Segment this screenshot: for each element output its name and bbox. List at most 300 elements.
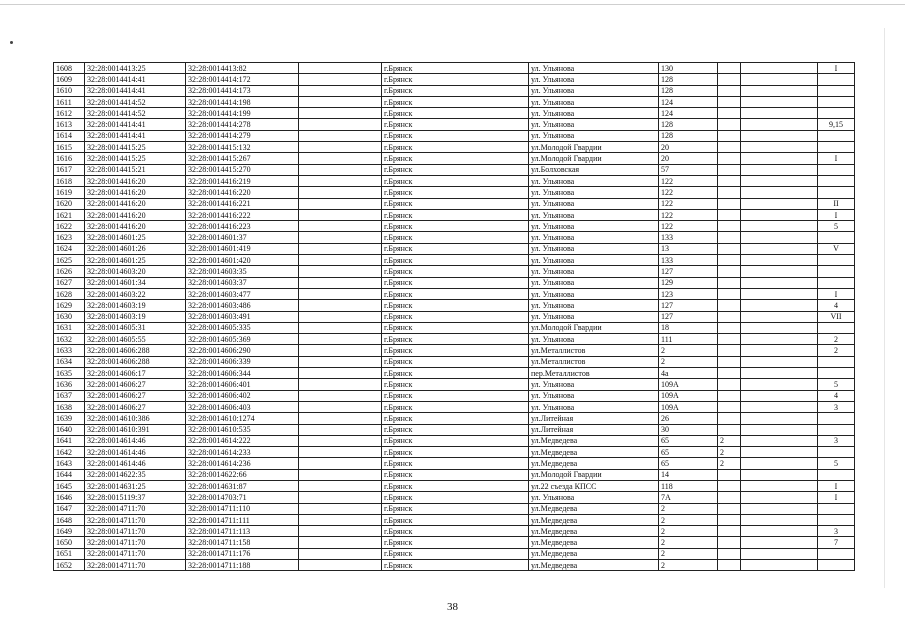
house-cell: 26	[659, 413, 718, 424]
table-row	[54, 74, 855, 85]
premises-cell: II	[818, 198, 855, 209]
empty-cell	[741, 221, 818, 232]
city-cell: г.Брянск	[382, 560, 529, 571]
street-cell: ул.22 съезда КПСС	[529, 480, 659, 491]
empty-cell	[299, 175, 382, 186]
building-cell	[718, 311, 741, 322]
building-cell	[718, 503, 741, 514]
empty-cell	[299, 198, 382, 209]
building-cell	[718, 288, 741, 299]
table-row	[54, 63, 855, 74]
city-cell: г.Брянск	[382, 85, 529, 96]
house-cell: 118	[659, 480, 718, 491]
building-cell	[718, 560, 741, 571]
empty-cell	[741, 514, 818, 525]
object-cadastral-cell: 32:28:0014606:403	[186, 401, 299, 412]
empty-cell	[741, 243, 818, 254]
table-row	[54, 322, 855, 333]
premises-cell: 9,15	[818, 119, 855, 130]
house-cell: 7А	[659, 492, 718, 503]
street-cell: ул. Ульянова	[529, 243, 659, 254]
house-cell: 2	[659, 548, 718, 559]
empty-cell	[741, 164, 818, 175]
street-cell: ул. Ульянова	[529, 390, 659, 401]
building-cell	[718, 548, 741, 559]
street-cell: ул. Ульянова	[529, 311, 659, 322]
parcel-cadastral-cell: 32:28:0014416:20	[85, 221, 186, 232]
row-number-cell: 1617	[54, 164, 85, 175]
empty-cell	[741, 63, 818, 74]
parcel-cadastral-cell: 32:28:0014415:25	[85, 153, 186, 164]
street-cell: ул.Медведева	[529, 435, 659, 446]
empty-cell	[741, 74, 818, 85]
table-row	[54, 164, 855, 175]
house-cell: 2	[659, 503, 718, 514]
object-cadastral-cell: 32:28:0014414:199	[186, 108, 299, 119]
premises-cell	[818, 368, 855, 379]
table-row	[54, 198, 855, 209]
row-number-cell: 1641	[54, 435, 85, 446]
house-cell: 133	[659, 255, 718, 266]
city-cell: г.Брянск	[382, 379, 529, 390]
row-number-cell: 1621	[54, 209, 85, 220]
parcel-cadastral-cell: 32:28:0014711:70	[85, 537, 186, 548]
city-cell: г.Брянск	[382, 469, 529, 480]
row-number-cell: 1619	[54, 187, 85, 198]
row-number-cell: 1644	[54, 469, 85, 480]
empty-cell	[741, 503, 818, 514]
building-cell	[718, 492, 741, 503]
street-cell: ул.Молодой Гвардии	[529, 142, 659, 153]
street-cell: ул. Ульянова	[529, 96, 659, 107]
house-cell: 2	[659, 560, 718, 571]
street-cell: ул.Медведева	[529, 503, 659, 514]
city-cell: г.Брянск	[382, 503, 529, 514]
parcel-cadastral-cell: 32:28:0014414:52	[85, 96, 186, 107]
empty-cell	[299, 187, 382, 198]
parcel-cadastral-cell: 32:28:0014614:46	[85, 447, 186, 458]
row-number-cell: 1636	[54, 379, 85, 390]
street-cell: ул. Ульянова	[529, 379, 659, 390]
premises-cell: 2	[818, 345, 855, 356]
row-number-cell: 1610	[54, 85, 85, 96]
empty-cell	[299, 255, 382, 266]
premises-cell	[818, 175, 855, 186]
page-top-border	[0, 4, 905, 5]
building-cell	[718, 537, 741, 548]
empty-cell	[741, 560, 818, 571]
parcel-cadastral-cell: 32:28:0014606:17	[85, 368, 186, 379]
table-row	[54, 96, 855, 107]
empty-cell	[741, 311, 818, 322]
city-cell: г.Брянск	[382, 164, 529, 175]
object-cadastral-cell: 32:28:0014703:71	[186, 492, 299, 503]
object-cadastral-cell: 32:28:0014605:335	[186, 322, 299, 333]
row-number-cell: 1625	[54, 255, 85, 266]
empty-cell	[299, 277, 382, 288]
row-number-cell: 1647	[54, 503, 85, 514]
house-cell: 128	[659, 130, 718, 141]
row-number-cell: 1626	[54, 266, 85, 277]
object-cadastral-cell: 32:28:0014606:344	[186, 368, 299, 379]
table-row	[54, 379, 855, 390]
house-cell: 20	[659, 142, 718, 153]
premises-cell	[818, 548, 855, 559]
table-row	[54, 503, 855, 514]
house-cell: 124	[659, 96, 718, 107]
street-cell: пер.Металлистов	[529, 368, 659, 379]
row-number-cell: 1608	[54, 63, 85, 74]
parcel-cadastral-cell: 32:28:0014414:52	[85, 108, 186, 119]
premises-cell	[818, 277, 855, 288]
table-row	[54, 368, 855, 379]
house-cell: 13	[659, 243, 718, 254]
city-cell: г.Брянск	[382, 300, 529, 311]
row-number-cell: 1630	[54, 311, 85, 322]
house-cell: 14	[659, 469, 718, 480]
building-cell	[718, 153, 741, 164]
city-cell: г.Брянск	[382, 458, 529, 469]
building-cell	[718, 480, 741, 491]
row-number-cell: 1648	[54, 514, 85, 525]
empty-cell	[299, 560, 382, 571]
city-cell: г.Брянск	[382, 96, 529, 107]
table-row	[54, 401, 855, 412]
empty-cell	[299, 209, 382, 220]
building-cell	[718, 221, 741, 232]
empty-cell	[741, 119, 818, 130]
object-cadastral-cell: 32:28:0014631:87	[186, 480, 299, 491]
row-number-cell: 1615	[54, 142, 85, 153]
row-number-cell: 1639	[54, 413, 85, 424]
empty-cell	[299, 548, 382, 559]
table-row	[54, 130, 855, 141]
empty-cell	[741, 198, 818, 209]
table-row	[54, 266, 855, 277]
parcel-cadastral-cell: 32:28:0014606:288	[85, 356, 186, 367]
premises-cell: 4	[818, 390, 855, 401]
empty-cell	[299, 492, 382, 503]
object-cadastral-cell: 32:28:0014416:219	[186, 175, 299, 186]
premises-cell	[818, 560, 855, 571]
row-number-cell: 1618	[54, 175, 85, 186]
city-cell: г.Брянск	[382, 63, 529, 74]
parcel-cadastral-cell: 32:28:0014414:41	[85, 85, 186, 96]
parcel-cadastral-cell: 32:28:0014711:70	[85, 503, 186, 514]
empty-cell	[741, 142, 818, 153]
empty-cell	[299, 311, 382, 322]
city-cell: г.Брянск	[382, 435, 529, 446]
city-cell: г.Брянск	[382, 266, 529, 277]
row-number-cell: 1623	[54, 232, 85, 243]
building-cell	[718, 424, 741, 435]
table-row	[54, 447, 855, 458]
building-cell	[718, 142, 741, 153]
empty-cell	[741, 458, 818, 469]
row-number-cell: 1620	[54, 198, 85, 209]
empty-cell	[741, 266, 818, 277]
premises-cell	[818, 469, 855, 480]
parcel-cadastral-cell: 32:28:0014416:20	[85, 187, 186, 198]
empty-cell	[299, 153, 382, 164]
empty-cell	[299, 164, 382, 175]
empty-cell	[299, 368, 382, 379]
table-row	[54, 424, 855, 435]
row-number-cell: 1635	[54, 368, 85, 379]
building-cell	[718, 164, 741, 175]
parcel-cadastral-cell: 32:28:0014711:70	[85, 560, 186, 571]
parcel-cadastral-cell: 32:28:0014416:20	[85, 175, 186, 186]
object-cadastral-cell: 32:28:0014711:111	[186, 514, 299, 525]
street-cell: ул. Ульянова	[529, 221, 659, 232]
city-cell: г.Брянск	[382, 401, 529, 412]
object-cadastral-cell: 32:28:0014606:290	[186, 345, 299, 356]
empty-cell	[299, 334, 382, 345]
building-cell	[718, 198, 741, 209]
right-margin-shadow	[884, 28, 885, 588]
city-cell: г.Брянск	[382, 74, 529, 85]
premises-cell	[818, 130, 855, 141]
city-cell: г.Брянск	[382, 130, 529, 141]
empty-cell	[741, 300, 818, 311]
table-row	[54, 548, 855, 559]
object-cadastral-cell: 32:28:0014603:491	[186, 311, 299, 322]
object-cadastral-cell: 32:28:0014416:223	[186, 221, 299, 232]
empty-cell	[299, 401, 382, 412]
city-cell: г.Брянск	[382, 514, 529, 525]
object-cadastral-cell: 32:28:0014413:82	[186, 63, 299, 74]
city-cell: г.Брянск	[382, 175, 529, 186]
empty-cell	[299, 424, 382, 435]
parcel-cadastral-cell: 32:28:0014415:25	[85, 142, 186, 153]
street-cell: ул.Молодой Гвардии	[529, 322, 659, 333]
row-number-cell: 1609	[54, 74, 85, 85]
street-cell: ул. Ульянова	[529, 288, 659, 299]
city-cell: г.Брянск	[382, 424, 529, 435]
street-cell: ул. Ульянова	[529, 108, 659, 119]
table-row	[54, 458, 855, 469]
building-cell	[718, 255, 741, 266]
house-cell: 30	[659, 424, 718, 435]
street-cell: ул.Молодой Гвардии	[529, 153, 659, 164]
street-cell: ул. Ульянова	[529, 255, 659, 266]
table-row	[54, 85, 855, 96]
parcel-cadastral-cell: 32:28:0014601:26	[85, 243, 186, 254]
empty-cell	[741, 424, 818, 435]
street-cell: ул. Ульянова	[529, 119, 659, 130]
premises-cell	[818, 232, 855, 243]
street-cell: ул.Медведева	[529, 560, 659, 571]
table-row	[54, 345, 855, 356]
object-cadastral-cell: 32:28:0014711:158	[186, 537, 299, 548]
premises-cell	[818, 74, 855, 85]
premises-cell	[818, 503, 855, 514]
object-cadastral-cell: 32:28:0014414:279	[186, 130, 299, 141]
building-cell: 2	[718, 435, 741, 446]
house-cell: 2	[659, 345, 718, 356]
street-cell: ул.Медведева	[529, 514, 659, 525]
building-cell	[718, 74, 741, 85]
empty-cell	[741, 96, 818, 107]
row-number-cell: 1640	[54, 424, 85, 435]
building-cell: 2	[718, 447, 741, 458]
city-cell: г.Брянск	[382, 232, 529, 243]
street-cell: ул.Медведева	[529, 447, 659, 458]
parcel-cadastral-cell: 32:28:0014413:25	[85, 63, 186, 74]
premises-cell: I	[818, 288, 855, 299]
empty-cell	[741, 175, 818, 186]
empty-cell	[299, 232, 382, 243]
parcel-cadastral-cell: 32:28:0014606:27	[85, 379, 186, 390]
city-cell: г.Брянск	[382, 221, 529, 232]
house-cell: 122	[659, 198, 718, 209]
premises-cell	[818, 424, 855, 435]
empty-cell	[299, 413, 382, 424]
parcel-cadastral-cell: 32:28:0014605:55	[85, 334, 186, 345]
house-cell: 2	[659, 526, 718, 537]
page-number: 38	[447, 601, 458, 613]
premises-cell	[818, 187, 855, 198]
street-cell: ул. Ульянова	[529, 277, 659, 288]
row-number-cell: 1629	[54, 300, 85, 311]
parcel-cadastral-cell: 32:28:0014605:31	[85, 322, 186, 333]
premises-cell	[818, 322, 855, 333]
empty-cell	[299, 356, 382, 367]
object-cadastral-cell: 32:28:0014601:420	[186, 255, 299, 266]
empty-cell	[299, 85, 382, 96]
city-cell: г.Брянск	[382, 209, 529, 220]
empty-cell	[299, 221, 382, 232]
parcel-cadastral-cell: 32:28:0014606:27	[85, 401, 186, 412]
parcel-cadastral-cell: 32:28:0014416:20	[85, 209, 186, 220]
row-number-cell: 1611	[54, 96, 85, 107]
empty-cell	[299, 458, 382, 469]
house-cell: 124	[659, 108, 718, 119]
premises-cell	[818, 356, 855, 367]
parcel-cadastral-cell: 32:28:0014601:25	[85, 255, 186, 266]
empty-cell	[741, 153, 818, 164]
premises-cell: 5	[818, 379, 855, 390]
row-number-cell: 1616	[54, 153, 85, 164]
empty-cell	[741, 356, 818, 367]
building-cell	[718, 368, 741, 379]
empty-cell	[741, 447, 818, 458]
premises-cell: 3	[818, 401, 855, 412]
empty-cell	[741, 255, 818, 266]
premises-cell: I	[818, 209, 855, 220]
street-cell: ул.Медведева	[529, 548, 659, 559]
street-cell: ул.Молодой Гвардии	[529, 469, 659, 480]
street-cell: ул. Ульянова	[529, 232, 659, 243]
parcel-cadastral-cell: 32:28:0014711:70	[85, 526, 186, 537]
object-cadastral-cell: 32:28:0014711:113	[186, 526, 299, 537]
object-cadastral-cell: 32:28:0014416:221	[186, 198, 299, 209]
parcel-cadastral-cell: 32:28:0014601:34	[85, 277, 186, 288]
row-number-cell: 1631	[54, 322, 85, 333]
city-cell: г.Брянск	[382, 368, 529, 379]
row-number-cell: 1650	[54, 537, 85, 548]
building-cell	[718, 390, 741, 401]
row-number-cell: 1613	[54, 119, 85, 130]
city-cell: г.Брянск	[382, 334, 529, 345]
row-number-cell: 1651	[54, 548, 85, 559]
house-cell: 129	[659, 277, 718, 288]
street-cell: ул. Ульянова	[529, 209, 659, 220]
house-cell: 109А	[659, 401, 718, 412]
building-cell	[718, 356, 741, 367]
house-cell: 122	[659, 175, 718, 186]
empty-cell	[741, 390, 818, 401]
building-cell	[718, 413, 741, 424]
empty-cell	[299, 537, 382, 548]
city-cell: г.Брянск	[382, 153, 529, 164]
empty-cell	[299, 74, 382, 85]
building-cell	[718, 243, 741, 254]
parcel-cadastral-cell: 32:28:0014711:70	[85, 514, 186, 525]
premises-cell: 5	[818, 458, 855, 469]
house-cell: 2	[659, 356, 718, 367]
city-cell: г.Брянск	[382, 492, 529, 503]
empty-cell	[741, 548, 818, 559]
row-number-cell: 1645	[54, 480, 85, 491]
city-cell: г.Брянск	[382, 142, 529, 153]
house-cell: 109А	[659, 379, 718, 390]
premises-cell	[818, 96, 855, 107]
house-cell: 18	[659, 322, 718, 333]
object-cadastral-cell: 32:28:0014606:339	[186, 356, 299, 367]
empty-cell	[741, 537, 818, 548]
street-cell: ул. Ульянова	[529, 198, 659, 209]
table-row	[54, 435, 855, 446]
table-row	[54, 153, 855, 164]
object-cadastral-cell: 32:28:0014614:233	[186, 447, 299, 458]
house-cell: 65	[659, 435, 718, 446]
table-row	[54, 514, 855, 525]
empty-cell	[299, 108, 382, 119]
row-number-cell: 1622	[54, 221, 85, 232]
empty-cell	[741, 288, 818, 299]
building-cell	[718, 119, 741, 130]
city-cell: г.Брянск	[382, 356, 529, 367]
premises-cell: 5	[818, 221, 855, 232]
empty-cell	[299, 514, 382, 525]
empty-cell	[299, 142, 382, 153]
street-cell: ул. Ульянова	[529, 85, 659, 96]
premises-cell: 3	[818, 435, 855, 446]
house-cell: 65	[659, 447, 718, 458]
house-cell: 123	[659, 288, 718, 299]
street-cell: ул. Ульянова	[529, 300, 659, 311]
row-number-cell: 1628	[54, 288, 85, 299]
city-cell: г.Брянск	[382, 288, 529, 299]
house-cell: 127	[659, 311, 718, 322]
empty-cell	[299, 469, 382, 480]
premises-cell: 3	[818, 526, 855, 537]
street-cell: ул.Медведева	[529, 458, 659, 469]
parcel-cadastral-cell: 32:28:0014414:41	[85, 74, 186, 85]
street-cell: ул.Металлистов	[529, 345, 659, 356]
building-cell	[718, 108, 741, 119]
building-cell	[718, 379, 741, 390]
empty-cell	[299, 130, 382, 141]
street-cell: ул.Металлистов	[529, 356, 659, 367]
parcel-cadastral-cell: 32:28:0014416:20	[85, 198, 186, 209]
street-cell: ул.Медведева	[529, 537, 659, 548]
house-cell: 122	[659, 221, 718, 232]
object-cadastral-cell: 32:28:0014605:369	[186, 334, 299, 345]
house-cell: 2	[659, 537, 718, 548]
table-row	[54, 119, 855, 130]
